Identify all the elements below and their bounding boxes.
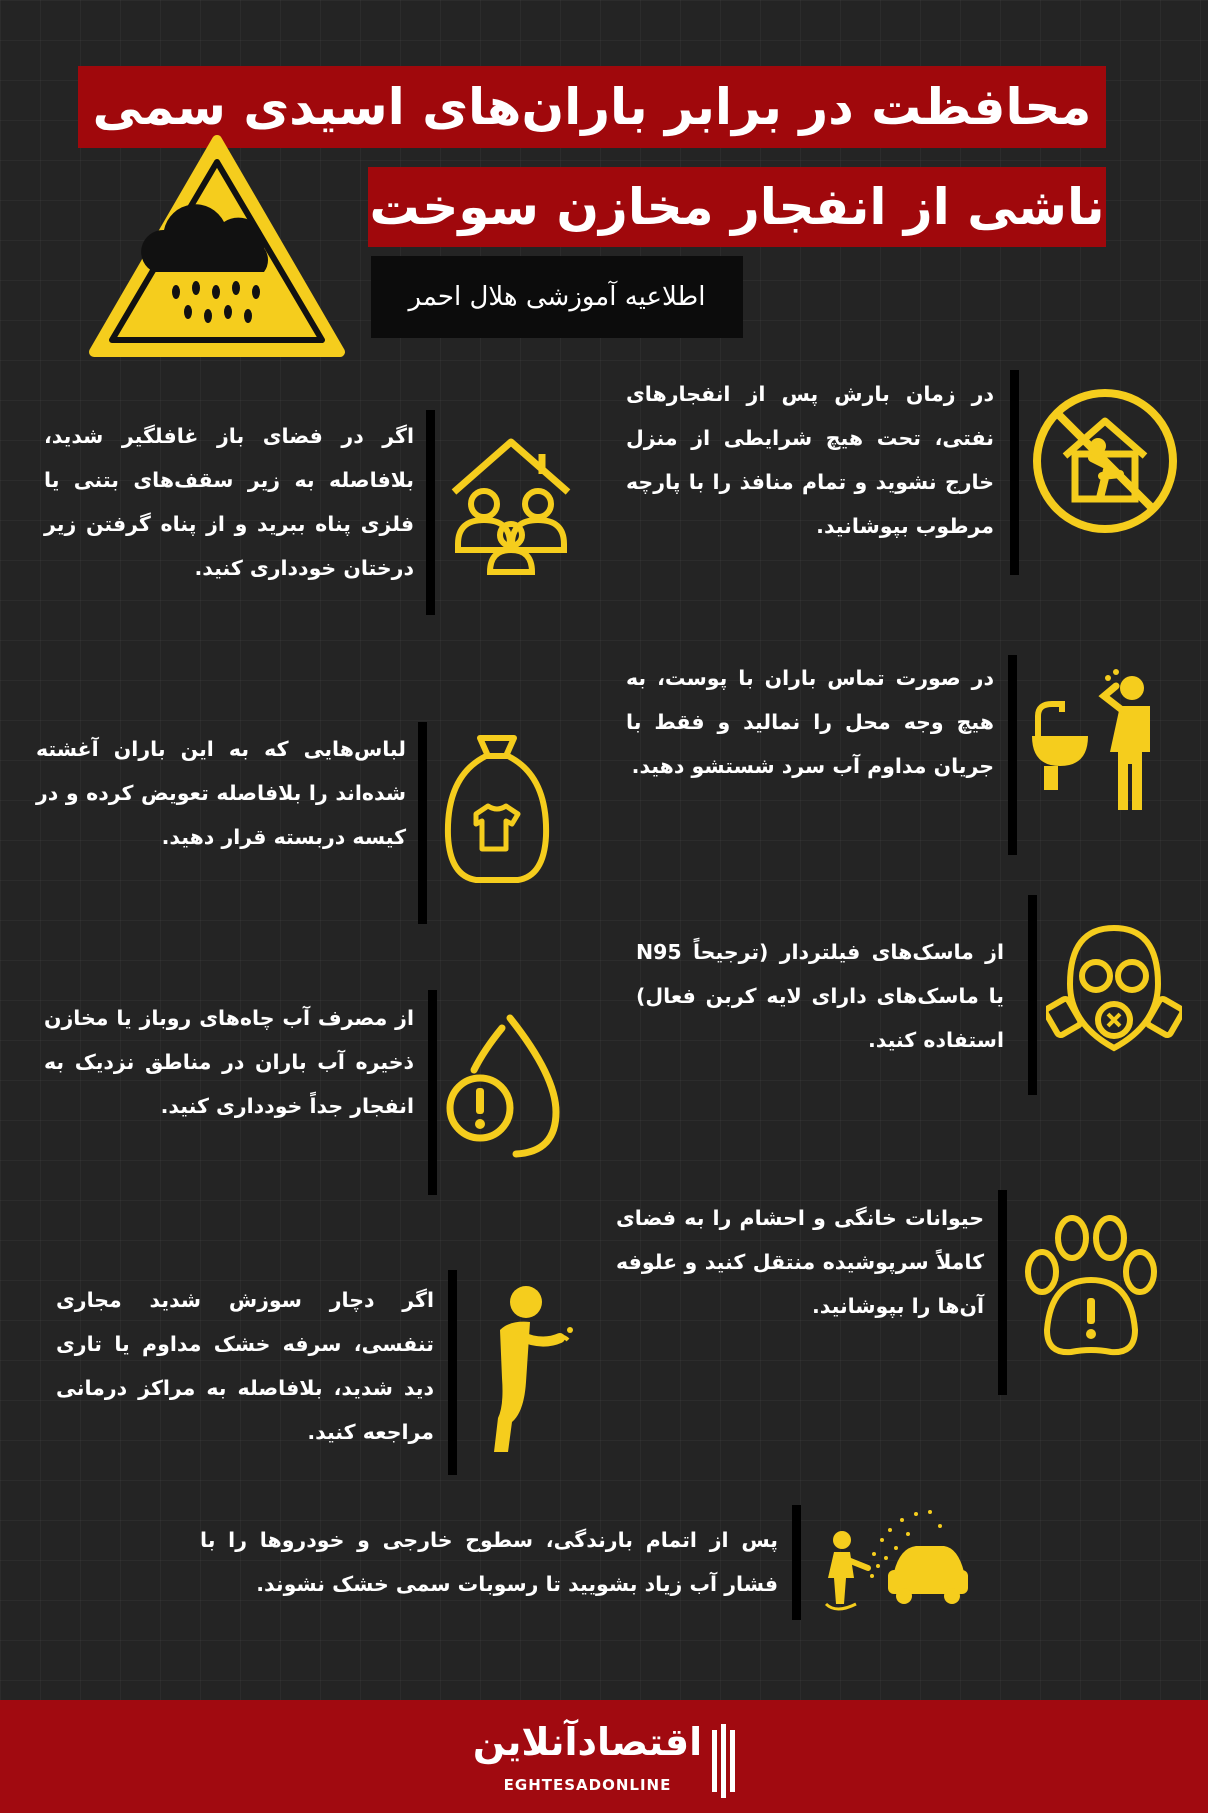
gas-mask-icon: [1046, 920, 1182, 1056]
no-exit-icon: [1030, 386, 1180, 536]
tip-protect-animals: حیوانات خانگی و احشام را به فضای کاملاً سرپوشیده منتقل کنید و علوفه آن‌ها را بپوشانید.: [616, 1206, 984, 1318]
title-line-2: ناشی از انفجار مخازن سوخت: [368, 167, 1106, 247]
acid-rain-warning-icon: [86, 132, 348, 362]
divider-bar: [998, 1190, 1007, 1395]
tip-wash-surfaces: پس از اتمام بارندگی، سطوح خارجی و خودروها را با فشار آب زیاد بشویید تا رسوبات سمی خشک نشوند.: [200, 1528, 778, 1596]
wash-face-icon: [1024, 666, 1174, 816]
logo-persian-text: اقتصادآنلاین: [472, 1720, 703, 1764]
divider-bar: [428, 990, 437, 1195]
logo-latin-text: EGHTESADONLINE: [503, 1776, 672, 1794]
family-shelter-icon: [446, 432, 576, 580]
clothes-bag-icon: [442, 730, 552, 890]
car-wash-icon: [812, 1500, 972, 1620]
tip-stay-indoors: در زمان بارش پس از انفجارهای نفتی، تحت هیچ شرایطی از منزل خارج نشوید و تمام منافذ را با پارچه مرطوب بپوشانید.: [626, 382, 994, 538]
tip-seek-medical-care: اگر دچار سوزش شدید مجاری تنفسی، سرفه خشک مداوم یا تاری دید شدید، بلافاصله به مراکز درمانی مراجعه کنید.: [56, 1288, 434, 1444]
divider-bar: [1010, 370, 1019, 575]
divider-bar: [1028, 895, 1037, 1095]
title-line-1: محافظت در برابر باران‌های اسیدی سمی: [78, 66, 1106, 148]
tip-use-mask: از ماسک‌های فیلتردار (ترجیحاً N95 یا ماسک‌های دارای لایه کربن فعال) استفاده کنید.: [636, 940, 1004, 1052]
brand-logo[interactable]: [470, 1718, 740, 1806]
divider-bar: [1008, 655, 1017, 855]
paw-warning-icon: [1016, 1210, 1166, 1360]
divider-bar: [792, 1505, 801, 1620]
tip-avoid-well-water: از مصرف آب چاه‌های روباز یا مخازن ذخیره آب باران در مناطق نزدیک به انفجار جداً خودداری کنید.: [44, 1006, 414, 1118]
divider-bar: [426, 410, 435, 615]
tip-wash-skin: در صورت تماس باران با پوست، به هیچ وجه محل را نمالید و فقط با جریان مداوم آب سرد شستشو دهید.: [626, 666, 994, 778]
divider-bar: [418, 722, 427, 924]
tip-change-clothes: لباس‌هایی که به این باران آغشته شده‌اند را بلافاصله تعویض کرده و در کیسه دربسته قرار دهید.: [36, 737, 406, 849]
water-warning-icon: [444, 1010, 564, 1160]
logo-mark-icon: [710, 1722, 738, 1800]
tip-seek-shelter: اگر در فضای باز غافلگیر شدید، بلافاصله به زیر سقف‌های بتنی یا فلزی پناه ببرید و از پناه گرفتن زیر درختان خودداری کنید.: [44, 424, 414, 580]
subtitle-badge: اطلاعیه آموزشی هلال احمر: [371, 256, 743, 338]
coughing-person-icon: [470, 1280, 580, 1460]
divider-bar: [448, 1270, 457, 1475]
